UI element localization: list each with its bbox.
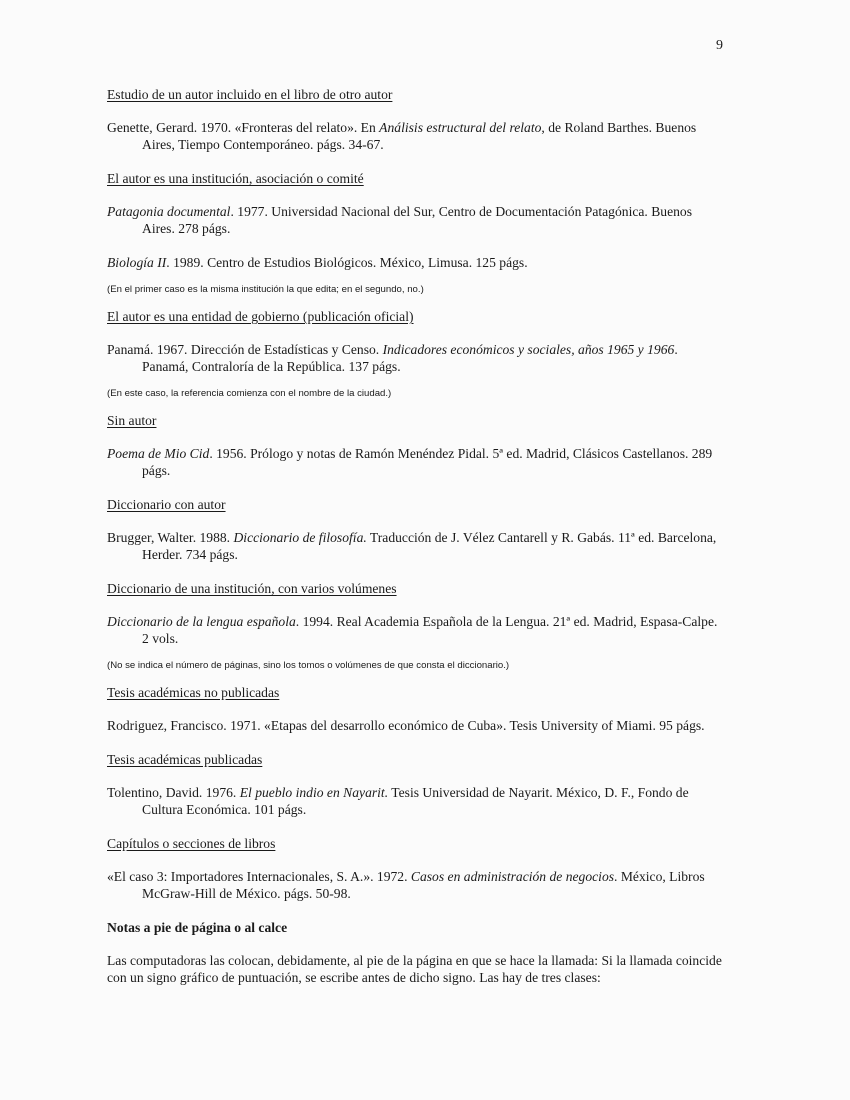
reference-entry: Genette, Gerard. 1970. «Fronteras del relato». En Análisis estructural del relato, de Roland Barthes. Buenos Aires, Tiempo Contemporáneo. págs. 34-67.: [107, 120, 697, 152]
reference-entry: Biología II. 1989. Centro de Estudios Biológicos. México, Limusa. 125 págs.: [107, 255, 528, 270]
section-note: (En este caso, la referencia comienza con el nombre de la ciudad.): [107, 388, 392, 399]
section-heading: El autor es una institución, asociación o comité: [107, 171, 364, 186]
section-note: (No se indica el número de páginas, sino los tomos o volúmenes de que consta el diccionario.): [107, 660, 510, 671]
reference-entry: Patagonia documental. 1977. Universidad Nacional del Sur, Centro de Documentación Patagónica. Buenos Aires. 278 págs.: [107, 204, 692, 236]
page-number: 9: [716, 38, 723, 53]
reference-entry: «El caso 3: Importadores Internacionales, S. A.». 1972. Casos en administración de negocios. México, Libros McGraw-Hill de México. págs. 50-98.: [107, 869, 705, 901]
reference-entry: Tolentino, David. 1976. El pueblo indio en Nayarit. Tesis Universidad de Nayarit. México, D. F., Fondo de Cultura Económica. 101 págs.: [107, 785, 689, 817]
section-heading: Capítulos o secciones de libros: [107, 836, 276, 851]
reference-entry: Brugger, Walter. 1988. Diccionario de filosofía. Traducción de J. Vélez Cantarell y R. Gabás. 11ª ed. Barcelona, Herder. 734 págs.: [107, 530, 717, 562]
footnotes-paragraph: Las computadoras las colocan, debidamente, al pie de la página en que se hace la llamada: Si la llamada coincide con un signo gráfico de puntuación, se escribe antes de dicho signo. Las hay de tres clases:: [107, 953, 722, 985]
reference-entry: Rodriguez, Francisco. 1971. «Etapas del desarrollo económico de Cuba». Tesis University of Miami. 95 págs.: [107, 718, 705, 733]
reference-entry: Diccionario de la lengua española. 1994. Real Academia Española de la Lengua. 21ª ed. Madrid, Espasa-Calpe. 2 vols.: [107, 614, 718, 646]
section-heading: Estudio de un autor incluido en el libro de otro autor: [107, 87, 393, 102]
section-note: (En el primer caso es la misma institución la que edita; en el segundo, no.): [107, 284, 424, 295]
section-heading: Tesis académicas publicadas: [107, 752, 263, 767]
section-heading: Tesis académicas no publicadas: [107, 685, 280, 700]
section-heading: Diccionario de una institución, con varios volúmenes: [107, 581, 397, 596]
section-heading: Diccionario con autor: [107, 497, 226, 512]
reference-entry: Poema de Mio Cid. 1956. Prólogo y notas de Ramón Menéndez Pidal. 5ª ed. Madrid, Clásicos Castellanos. 289 págs.: [107, 446, 713, 478]
section-heading: Sin autor: [107, 413, 157, 428]
footnotes-title: Notas a pie de página o al calce: [107, 920, 288, 935]
reference-entry: Panamá. 1967. Dirección de Estadísticas y Censo. Indicadores económicos y sociales, años 1965 y 1966. Panamá, Contraloría de la República. 137 págs.: [107, 342, 678, 374]
page-content: [107, 86, 722, 986]
section-heading: El autor es una entidad de gobierno (publicación oficial): [107, 309, 414, 324]
